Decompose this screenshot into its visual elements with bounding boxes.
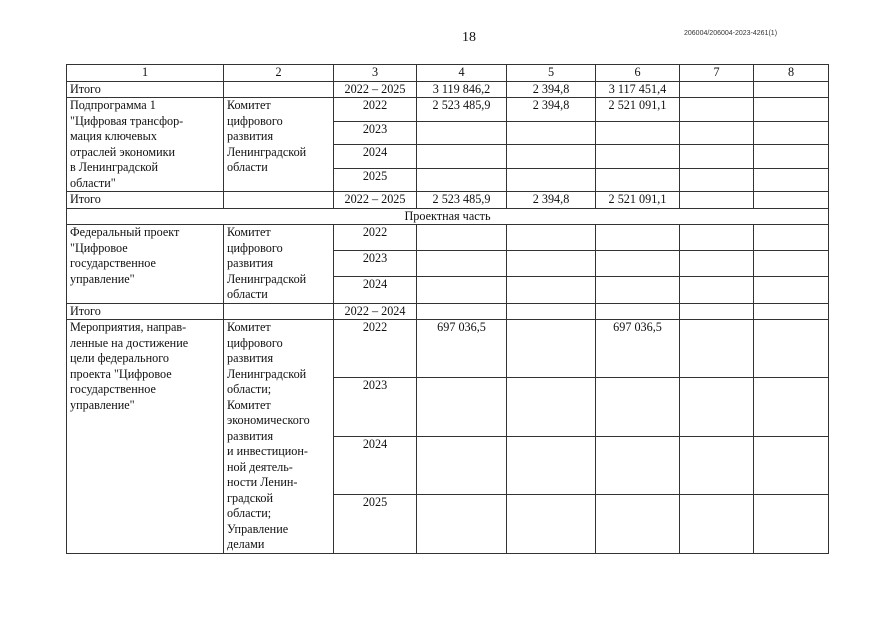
amount-col6 [596,277,680,303]
year-cell: 2022 [334,98,417,122]
amount-col6 [596,303,680,320]
executor-cell [224,192,334,209]
program-name-line: управление" [70,271,135,286]
executor-cell [224,225,334,304]
executor-cell [224,81,334,98]
amount-total [417,436,507,494]
program-name-line: мация ключевых [70,129,157,143]
amount-col5 [507,121,596,145]
amount-total [417,495,507,553]
amount-col5 [507,145,596,169]
column-header: 7 [680,65,754,82]
executor-line: градской [227,490,274,505]
amount-total [417,277,507,303]
amount-col7 [680,121,754,145]
program-name-cell [67,98,224,192]
amount-total [417,225,507,251]
column-header: 3 [334,65,417,82]
total-row [67,81,829,98]
amount-col5: 2 394,8 [507,192,596,209]
amount-col6: 2 521 091,1 [596,192,680,209]
year-cell: 2024 [334,145,417,169]
program-name-line: Мероприятия, направ- [70,320,187,334]
amount-col8 [754,192,829,209]
executor-cell [224,320,334,554]
program-name-line: ленные на достижение [70,335,189,350]
amount-total [417,378,507,436]
executor-line: области [227,287,268,301]
year-row [67,320,829,378]
program-name-line: отраслей экономики [70,144,176,159]
amount-col7 [680,251,754,277]
executor-line: ной деятель- [227,459,293,474]
section-row [67,208,829,225]
amount-col7 [680,168,754,192]
column-header: 5 [507,65,596,82]
amount-col6 [596,251,680,277]
executor-line: ности Ленин- [227,475,298,489]
column-header: 2 [224,65,334,82]
executor-line: Ленинградской [227,271,307,286]
amount-col7 [680,320,754,378]
amount-col8 [754,495,829,553]
amount-col6 [596,225,680,251]
program-name-line: "Цифровое [70,240,128,255]
amount-col7 [680,495,754,553]
program-name-line: цели федерального [70,351,169,365]
section-title: Проектная часть [67,208,829,225]
amount-col5 [507,168,596,192]
executor-line: Комитет [227,397,271,412]
program-name-cell [67,320,224,554]
year-cell: 2025 [334,495,417,553]
executor-line: экономического [227,413,310,427]
executor-line: цифрового [227,240,283,255]
column-header: 8 [754,65,829,82]
program-name-line: управление" [70,397,135,412]
executor-line: Комитет [227,320,271,334]
amount-col7 [680,98,754,122]
executor-line: Ленинградской [227,366,307,381]
amount-total [417,145,507,169]
amount-col6 [596,121,680,145]
year-cell: 2022 [334,225,417,251]
amount-col5: 2 394,8 [507,98,596,122]
program-name-line: в Ленинградской [70,160,158,174]
amount-col8 [754,277,829,303]
amount-col6: 2 521 091,1 [596,98,680,122]
executor-line: развития [227,428,274,443]
total-row [67,192,829,209]
amount-col6 [596,145,680,169]
total-label: Итого [67,192,224,209]
amount-col7 [680,192,754,209]
executor-line: Комитет [227,98,271,112]
amount-col5 [507,436,596,494]
amount-col8 [754,303,829,320]
executor-line: области; [227,506,272,520]
program-name-line: проекта "Цифровое [70,366,172,381]
amount-col7 [680,378,754,436]
executor-line: Комитет [227,225,271,239]
amount-total [417,251,507,277]
column-header: 1 [67,65,224,82]
amount-col5: 2 394,8 [507,81,596,98]
year-cell: 2024 [334,436,417,494]
amount-col6 [596,495,680,553]
amount-col6: 3 117 451,4 [596,81,680,98]
period-cell: 2022 – 2025 [334,81,417,98]
amount-col5 [507,378,596,436]
year-cell: 2024 [334,277,417,303]
amount-col8 [754,320,829,378]
total-row [67,303,829,320]
amount-col5 [507,251,596,277]
amount-col5 [507,225,596,251]
amount-col8 [754,81,829,98]
executor-line: развития [227,351,274,365]
amount-col8 [754,98,829,122]
amount-col8 [754,378,829,436]
year-cell: 2023 [334,378,417,436]
year-cell: 2025 [334,168,417,192]
amount-col7 [680,277,754,303]
total-label: Итого [67,303,224,320]
executor-line: Ленинградской [227,144,307,159]
program-name-line: Федеральный проект [70,225,180,239]
program-name-line: Подпрограмма 1 [70,98,156,112]
amount-col6 [596,168,680,192]
executor-cell [224,98,334,192]
year-row [67,98,829,122]
amount-total: 2 523 485,9 [417,192,507,209]
period-cell: 2022 – 2024 [334,303,417,320]
period-cell: 2022 – 2025 [334,192,417,209]
executor-line: цифрового [227,113,283,128]
program-name-line: государственное [70,256,156,270]
executor-line: Управление [227,521,289,536]
amount-col7 [680,145,754,169]
executor-line: области; [227,382,272,396]
total-label: Итого [67,81,224,98]
executor-line: делами [227,537,265,551]
executor-line: развития [227,129,274,143]
page-number: 18 [462,30,476,45]
amount-col5 [507,277,596,303]
table-body [67,65,829,554]
amount-col5 [507,495,596,553]
executor-line: и инвестицион- [227,444,308,458]
amount-total [417,168,507,192]
amount-total [417,121,507,145]
column-header: 4 [417,65,507,82]
amount-col7 [680,81,754,98]
program-name-line: области" [70,175,116,190]
amount-col7 [680,436,754,494]
amount-col8 [754,145,829,169]
year-cell: 2022 [334,320,417,378]
program-name-cell [67,225,224,304]
executor-line: развития [227,256,274,270]
year-cell: 2023 [334,251,417,277]
amount-col8 [754,436,829,494]
amount-col7 [680,303,754,320]
amount-col5 [507,320,596,378]
executor-line: области [227,160,268,174]
year-row [67,225,829,251]
amount-total: 2 523 485,9 [417,98,507,122]
amount-col6: 697 036,5 [596,320,680,378]
executor-line: цифрового [227,335,283,350]
amount-total: 697 036,5 [417,320,507,378]
amount-total: 3 119 846,2 [417,81,507,98]
budget-table [66,64,829,554]
amount-col8 [754,251,829,277]
amount-col8 [754,121,829,145]
amount-col8 [754,168,829,192]
document-code: 206004/206004-2023-4261(1) [684,30,778,37]
column-header-row [67,65,829,82]
amount-col6 [596,378,680,436]
amount-col6 [596,436,680,494]
amount-col5 [507,303,596,320]
amount-col8 [754,225,829,251]
program-name-line: государственное [70,382,156,396]
column-header: 6 [596,65,680,82]
executor-cell [224,303,334,320]
amount-total [417,303,507,320]
year-cell: 2023 [334,121,417,145]
program-name-line: "Цифровая трансфор- [70,113,184,128]
amount-col7 [680,225,754,251]
